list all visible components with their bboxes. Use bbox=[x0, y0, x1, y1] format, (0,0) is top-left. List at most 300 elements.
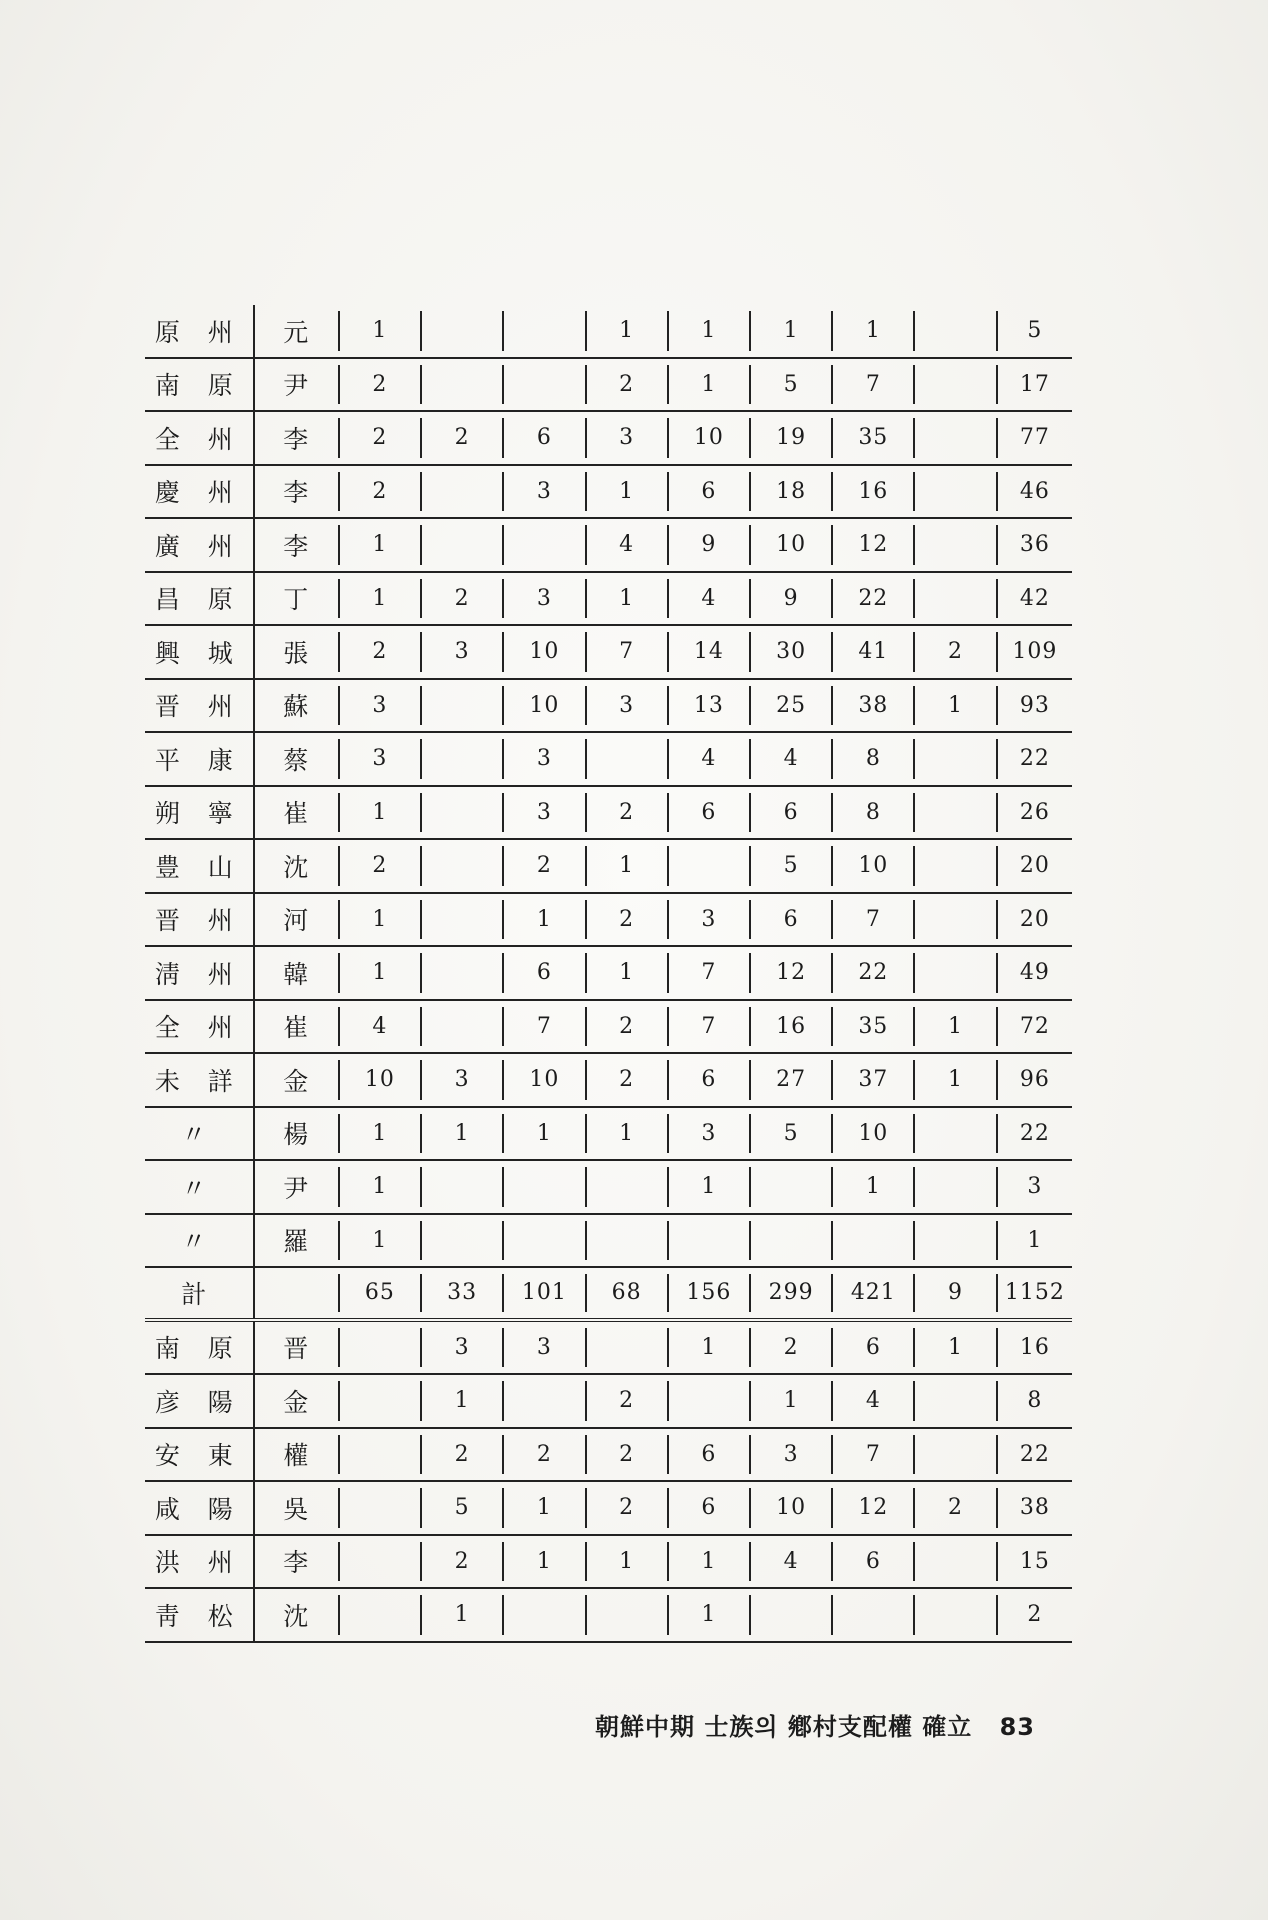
count-cell: 10 bbox=[502, 686, 584, 726]
count-cell bbox=[749, 1595, 831, 1635]
count-cell: 1 bbox=[585, 579, 667, 619]
total-cell: 20 bbox=[996, 900, 1072, 940]
total-cell: 109 bbox=[996, 632, 1072, 672]
count-cell: 6 bbox=[667, 472, 749, 512]
count-cell: 2 bbox=[420, 418, 502, 458]
count-cell: 2 bbox=[338, 365, 420, 405]
count-cell: 12 bbox=[831, 1488, 913, 1528]
count-cell: 3 bbox=[667, 1114, 749, 1154]
table-row bbox=[145, 947, 1072, 1001]
count-cell: 65 bbox=[338, 1274, 420, 1312]
surname-cell: 沈 bbox=[253, 840, 338, 892]
place-cell: 彦 陽 bbox=[154, 1387, 243, 1417]
total-cell: 46 bbox=[996, 472, 1072, 512]
count-cell bbox=[913, 525, 995, 565]
table-row bbox=[145, 894, 1072, 948]
count-cell: 1 bbox=[585, 1114, 667, 1154]
total-cell: 20 bbox=[996, 846, 1072, 886]
count-cell: 8 bbox=[831, 793, 913, 833]
count-cell: 1 bbox=[913, 686, 995, 726]
table-row bbox=[145, 359, 1072, 413]
total-cell: 3 bbox=[996, 1167, 1072, 1207]
place-cell: 昌 原 bbox=[154, 585, 243, 615]
count-cell bbox=[749, 1221, 831, 1261]
count-cell: 1 bbox=[585, 846, 667, 886]
count-cell: 41 bbox=[831, 632, 913, 672]
count-cell: 6 bbox=[831, 1328, 913, 1368]
count-cell: 10 bbox=[502, 632, 584, 672]
count-cell: 27 bbox=[749, 1060, 831, 1100]
surname-cell: 李 bbox=[253, 412, 338, 464]
count-cell: 6 bbox=[667, 1435, 749, 1475]
count-cell: 1 bbox=[749, 1381, 831, 1421]
count-cell bbox=[420, 900, 502, 940]
count-cell bbox=[913, 311, 995, 351]
count-cell: 1 bbox=[502, 1542, 584, 1582]
count-cell: 7 bbox=[831, 365, 913, 405]
count-cell: 9 bbox=[667, 525, 749, 565]
count-cell: 22 bbox=[831, 579, 913, 619]
count-cell bbox=[913, 846, 995, 886]
count-cell bbox=[338, 1595, 420, 1635]
count-cell: 6 bbox=[749, 793, 831, 833]
count-cell: 2 bbox=[585, 900, 667, 940]
count-cell bbox=[420, 365, 502, 405]
count-cell bbox=[420, 953, 502, 993]
place-cell: 計 bbox=[181, 1279, 217, 1309]
count-cell: 1 bbox=[338, 311, 420, 351]
total-cell: 72 bbox=[996, 1007, 1072, 1047]
count-cell: 30 bbox=[749, 632, 831, 672]
surname-cell: 元 bbox=[253, 305, 338, 357]
surname-cell: 張 bbox=[253, 626, 338, 678]
count-cell: 3 bbox=[502, 472, 584, 512]
table-row bbox=[145, 305, 1072, 359]
table-row bbox=[145, 1001, 1072, 1055]
count-cell: 10 bbox=[338, 1060, 420, 1100]
total-cell: 1 bbox=[996, 1221, 1072, 1261]
total-cell: 15 bbox=[996, 1542, 1072, 1582]
count-cell: 7 bbox=[831, 1435, 913, 1475]
count-cell: 1 bbox=[585, 311, 667, 351]
count-cell: 4 bbox=[338, 1007, 420, 1047]
count-cell bbox=[502, 365, 584, 405]
count-cell bbox=[502, 525, 584, 565]
count-cell: 1 bbox=[913, 1007, 995, 1047]
surname-cell: 崔 bbox=[253, 1001, 338, 1053]
count-cell: 18 bbox=[749, 472, 831, 512]
place-cell: 安 東 bbox=[154, 1441, 243, 1471]
total-cell: 2 bbox=[996, 1595, 1072, 1635]
count-cell: 1 bbox=[913, 1328, 995, 1368]
surname-cell: 尹 bbox=[253, 359, 338, 411]
count-cell bbox=[913, 1595, 995, 1635]
place-cell: 〃 bbox=[181, 1227, 217, 1257]
count-cell: 2 bbox=[585, 1007, 667, 1047]
total-cell: 16 bbox=[996, 1328, 1072, 1368]
count-cell bbox=[420, 1007, 502, 1047]
table-row bbox=[145, 1215, 1072, 1269]
count-cell: 3 bbox=[585, 686, 667, 726]
count-cell bbox=[913, 418, 995, 458]
total-cell: 26 bbox=[996, 793, 1072, 833]
surname-cell: 金 bbox=[253, 1375, 338, 1427]
surname-cell: 沈 bbox=[253, 1589, 338, 1641]
count-cell: 3 bbox=[749, 1435, 831, 1475]
place-cell: 全 州 bbox=[154, 424, 243, 454]
surname-cell: 丁 bbox=[253, 573, 338, 625]
surname-cell: 金 bbox=[253, 1054, 338, 1106]
count-cell: 3 bbox=[502, 793, 584, 833]
page-number: 83 bbox=[999, 1713, 1036, 1741]
count-cell bbox=[420, 846, 502, 886]
total-cell: 22 bbox=[996, 739, 1072, 779]
count-cell bbox=[913, 793, 995, 833]
count-cell: 1 bbox=[420, 1595, 502, 1635]
count-cell: 1 bbox=[502, 1114, 584, 1154]
count-cell: 5 bbox=[749, 846, 831, 886]
place-cell: 咸 陽 bbox=[154, 1494, 243, 1524]
table-row bbox=[145, 1589, 1072, 1643]
count-cell: 38 bbox=[831, 686, 913, 726]
count-cell bbox=[420, 739, 502, 779]
count-cell: 1 bbox=[338, 793, 420, 833]
table-row bbox=[145, 1322, 1072, 1376]
count-cell bbox=[585, 1595, 667, 1635]
count-cell: 1 bbox=[831, 1167, 913, 1207]
count-cell: 2 bbox=[913, 632, 995, 672]
count-cell: 2 bbox=[913, 1488, 995, 1528]
count-cell: 7 bbox=[667, 1007, 749, 1047]
count-cell: 1 bbox=[502, 1488, 584, 1528]
count-cell bbox=[585, 1221, 667, 1261]
place-cell: 靑 松 bbox=[154, 1601, 243, 1631]
count-cell: 7 bbox=[831, 900, 913, 940]
place-cell: 南 原 bbox=[154, 371, 243, 401]
count-cell: 2 bbox=[585, 1381, 667, 1421]
count-cell: 1 bbox=[338, 1114, 420, 1154]
count-cell: 4 bbox=[667, 579, 749, 619]
count-cell: 1 bbox=[585, 472, 667, 512]
place-cell: 興 城 bbox=[154, 638, 243, 668]
table-row bbox=[145, 1161, 1072, 1215]
count-cell: 4 bbox=[831, 1381, 913, 1421]
count-cell: 10 bbox=[831, 1114, 913, 1154]
place-cell: 朔 寧 bbox=[154, 799, 243, 829]
count-cell bbox=[502, 1167, 584, 1207]
count-cell: 101 bbox=[502, 1274, 584, 1312]
place-cell: 平 康 bbox=[154, 745, 243, 775]
count-cell: 4 bbox=[667, 739, 749, 779]
count-cell: 1 bbox=[502, 900, 584, 940]
count-cell bbox=[420, 686, 502, 726]
count-cell: 7 bbox=[502, 1007, 584, 1047]
count-cell: 2 bbox=[749, 1328, 831, 1368]
count-cell bbox=[913, 900, 995, 940]
surname-cell: 蔡 bbox=[253, 733, 338, 785]
count-cell: 2 bbox=[585, 793, 667, 833]
count-cell: 6 bbox=[502, 953, 584, 993]
count-cell: 10 bbox=[749, 525, 831, 565]
place-cell: 未 詳 bbox=[154, 1066, 243, 1096]
count-cell: 1 bbox=[420, 1114, 502, 1154]
count-cell: 3 bbox=[338, 739, 420, 779]
count-cell: 6 bbox=[502, 418, 584, 458]
running-title: 朝鮮中期 士族의 鄕村支配權 確立 bbox=[595, 1713, 973, 1741]
table-row bbox=[145, 519, 1072, 573]
count-cell bbox=[913, 1114, 995, 1154]
count-cell: 10 bbox=[667, 418, 749, 458]
total-cell: 96 bbox=[996, 1060, 1072, 1100]
count-cell: 2 bbox=[585, 1435, 667, 1475]
total-cell: 1152 bbox=[996, 1274, 1072, 1312]
count-cell: 2 bbox=[502, 1435, 584, 1475]
count-cell: 2 bbox=[502, 846, 584, 886]
total-cell: 5 bbox=[996, 311, 1072, 351]
table-row bbox=[145, 787, 1072, 841]
count-cell bbox=[913, 1221, 995, 1261]
count-cell: 4 bbox=[585, 525, 667, 565]
count-cell: 1 bbox=[749, 311, 831, 351]
table-row bbox=[145, 412, 1072, 466]
place-cell: 原 州 bbox=[154, 317, 243, 347]
count-cell: 1 bbox=[420, 1381, 502, 1421]
count-cell: 6 bbox=[667, 1060, 749, 1100]
count-cell bbox=[338, 1381, 420, 1421]
surname-cell: 李 bbox=[253, 466, 338, 518]
count-cell: 35 bbox=[831, 418, 913, 458]
total-cell: 22 bbox=[996, 1114, 1072, 1154]
count-cell bbox=[913, 1381, 995, 1421]
place-cell: 晋 州 bbox=[154, 906, 243, 936]
table-row bbox=[145, 840, 1072, 894]
count-cell bbox=[831, 1595, 913, 1635]
count-cell: 1 bbox=[913, 1060, 995, 1100]
count-cell: 1 bbox=[338, 1167, 420, 1207]
surname-cell bbox=[253, 1268, 338, 1318]
surname-cell: 尹 bbox=[253, 1161, 338, 1213]
table-row bbox=[145, 573, 1072, 627]
surname-cell: 韓 bbox=[253, 947, 338, 999]
count-cell: 3 bbox=[420, 1328, 502, 1368]
count-cell: 1 bbox=[667, 1328, 749, 1368]
surname-cell: 李 bbox=[253, 519, 338, 571]
count-cell: 3 bbox=[502, 579, 584, 619]
count-cell bbox=[338, 1435, 420, 1475]
count-cell: 3 bbox=[502, 739, 584, 779]
count-cell bbox=[667, 1381, 749, 1421]
count-cell bbox=[913, 1435, 995, 1475]
count-cell bbox=[420, 793, 502, 833]
count-cell: 37 bbox=[831, 1060, 913, 1100]
count-cell bbox=[585, 739, 667, 779]
count-cell: 2 bbox=[338, 846, 420, 886]
table-row bbox=[145, 1429, 1072, 1483]
count-cell: 12 bbox=[831, 525, 913, 565]
count-cell bbox=[420, 1167, 502, 1207]
surname-cell: 吳 bbox=[253, 1482, 338, 1534]
count-cell bbox=[831, 1221, 913, 1261]
count-cell: 8 bbox=[831, 739, 913, 779]
count-cell: 3 bbox=[338, 686, 420, 726]
total-cell: 42 bbox=[996, 579, 1072, 619]
count-cell: 25 bbox=[749, 686, 831, 726]
count-cell: 2 bbox=[420, 1542, 502, 1582]
count-cell bbox=[585, 1328, 667, 1368]
count-cell bbox=[913, 472, 995, 512]
count-cell: 2 bbox=[420, 579, 502, 619]
count-cell: 19 bbox=[749, 418, 831, 458]
count-cell: 2 bbox=[585, 1488, 667, 1528]
count-cell bbox=[420, 525, 502, 565]
count-cell: 4 bbox=[749, 739, 831, 779]
surname-cell: 崔 bbox=[253, 787, 338, 839]
count-cell bbox=[913, 1167, 995, 1207]
surname-cell: 李 bbox=[253, 1536, 338, 1588]
table-row bbox=[145, 733, 1072, 787]
count-cell: 5 bbox=[749, 365, 831, 405]
count-cell bbox=[338, 1328, 420, 1368]
count-cell: 7 bbox=[585, 632, 667, 672]
count-cell: 421 bbox=[831, 1274, 913, 1312]
surname-cell: 蘇 bbox=[253, 680, 338, 732]
table-row bbox=[145, 1375, 1072, 1429]
count-cell: 1 bbox=[667, 1595, 749, 1635]
total-cell: 38 bbox=[996, 1488, 1072, 1528]
table-row bbox=[145, 1108, 1072, 1162]
count-cell: 9 bbox=[749, 579, 831, 619]
count-cell: 2 bbox=[338, 418, 420, 458]
count-cell: 2 bbox=[585, 365, 667, 405]
count-cell: 12 bbox=[749, 953, 831, 993]
count-cell bbox=[913, 365, 995, 405]
count-cell bbox=[338, 1542, 420, 1582]
table-row bbox=[145, 466, 1072, 520]
count-cell: 1 bbox=[338, 953, 420, 993]
table-row bbox=[145, 1482, 1072, 1536]
count-cell bbox=[502, 1221, 584, 1261]
count-cell: 1 bbox=[338, 900, 420, 940]
count-cell: 14 bbox=[667, 632, 749, 672]
count-cell: 10 bbox=[831, 846, 913, 886]
count-cell: 16 bbox=[749, 1007, 831, 1047]
count-cell: 35 bbox=[831, 1007, 913, 1047]
place-cell: 豊 山 bbox=[154, 852, 243, 882]
count-cell: 1 bbox=[831, 311, 913, 351]
count-cell bbox=[420, 311, 502, 351]
count-cell: 156 bbox=[667, 1274, 749, 1312]
surname-cell: 權 bbox=[253, 1429, 338, 1481]
place-cell: 慶 州 bbox=[154, 478, 243, 508]
surname-cell: 羅 bbox=[253, 1215, 338, 1267]
count-cell: 3 bbox=[585, 418, 667, 458]
count-cell: 1 bbox=[585, 953, 667, 993]
place-cell: 廣 州 bbox=[154, 531, 243, 561]
total-cell: 22 bbox=[996, 1435, 1072, 1475]
count-cell bbox=[667, 846, 749, 886]
count-cell bbox=[338, 1488, 420, 1528]
table-row bbox=[145, 1054, 1072, 1108]
surname-cell: 河 bbox=[253, 894, 338, 946]
place-cell: 全 州 bbox=[154, 1013, 243, 1043]
count-cell: 2 bbox=[338, 472, 420, 512]
count-cell bbox=[913, 953, 995, 993]
count-cell: 1 bbox=[338, 525, 420, 565]
place-cell: 洪 州 bbox=[154, 1548, 243, 1578]
count-cell bbox=[913, 579, 995, 619]
place-cell: 淸 州 bbox=[154, 959, 243, 989]
count-cell: 1 bbox=[667, 365, 749, 405]
surname-cell: 晋 bbox=[253, 1322, 338, 1374]
count-cell: 33 bbox=[420, 1274, 502, 1312]
count-cell: 1 bbox=[667, 311, 749, 351]
surname-cell: 楊 bbox=[253, 1108, 338, 1160]
count-cell: 3 bbox=[420, 632, 502, 672]
count-cell bbox=[420, 472, 502, 512]
count-cell: 1 bbox=[667, 1167, 749, 1207]
count-cell: 3 bbox=[667, 900, 749, 940]
count-cell: 299 bbox=[749, 1274, 831, 1312]
count-cell: 1 bbox=[585, 1542, 667, 1582]
table-row bbox=[145, 1536, 1072, 1590]
count-cell: 3 bbox=[502, 1328, 584, 1368]
count-cell: 13 bbox=[667, 686, 749, 726]
count-cell bbox=[585, 1167, 667, 1207]
count-cell: 2 bbox=[338, 632, 420, 672]
table-row bbox=[145, 1268, 1072, 1322]
table-row bbox=[145, 626, 1072, 680]
lineage-table bbox=[145, 305, 1072, 1643]
count-cell bbox=[667, 1221, 749, 1261]
count-cell bbox=[913, 1542, 995, 1582]
count-cell: 68 bbox=[585, 1274, 667, 1312]
count-cell: 6 bbox=[667, 1488, 749, 1528]
count-cell bbox=[420, 1221, 502, 1261]
count-cell: 5 bbox=[420, 1488, 502, 1528]
count-cell bbox=[502, 311, 584, 351]
total-cell: 36 bbox=[996, 525, 1072, 565]
count-cell bbox=[502, 1381, 584, 1421]
table-row bbox=[145, 680, 1072, 734]
count-cell bbox=[913, 739, 995, 779]
count-cell: 22 bbox=[831, 953, 913, 993]
count-cell bbox=[502, 1595, 584, 1635]
count-cell: 9 bbox=[913, 1274, 995, 1312]
count-cell: 1 bbox=[338, 579, 420, 619]
count-cell: 2 bbox=[420, 1435, 502, 1475]
place-cell: 晋 州 bbox=[154, 692, 243, 722]
total-cell: 77 bbox=[996, 418, 1072, 458]
total-cell: 17 bbox=[996, 365, 1072, 405]
count-cell: 3 bbox=[420, 1060, 502, 1100]
total-cell: 93 bbox=[996, 686, 1072, 726]
count-cell: 5 bbox=[749, 1114, 831, 1154]
count-cell: 1 bbox=[667, 1542, 749, 1582]
count-cell: 2 bbox=[585, 1060, 667, 1100]
count-cell: 6 bbox=[831, 1542, 913, 1582]
count-cell: 10 bbox=[749, 1488, 831, 1528]
page-footer bbox=[595, 1707, 1035, 1742]
count-cell: 16 bbox=[831, 472, 913, 512]
count-cell: 7 bbox=[667, 953, 749, 993]
total-cell: 49 bbox=[996, 953, 1072, 993]
count-cell: 6 bbox=[749, 900, 831, 940]
total-cell: 8 bbox=[996, 1381, 1072, 1421]
count-cell: 4 bbox=[749, 1542, 831, 1582]
place-cell: 〃 bbox=[181, 1120, 217, 1150]
count-cell: 6 bbox=[667, 793, 749, 833]
place-cell: 〃 bbox=[181, 1173, 217, 1203]
